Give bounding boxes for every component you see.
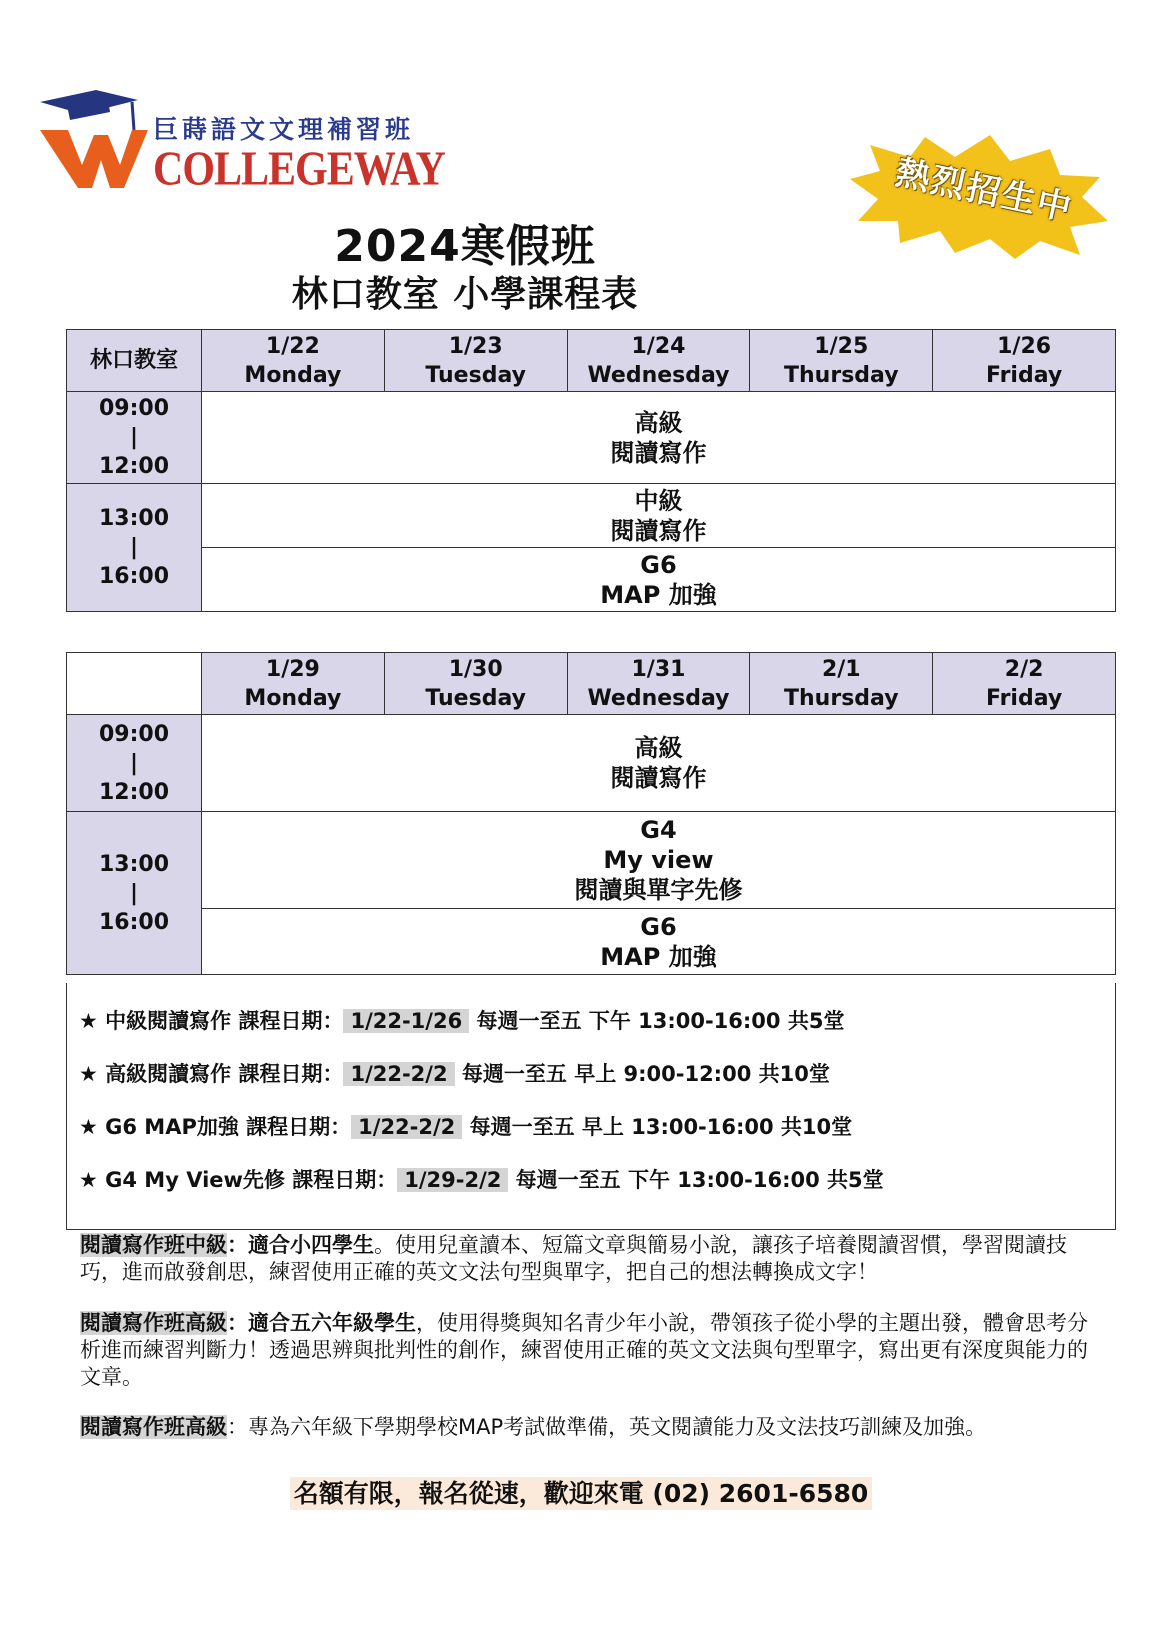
day-header: 1/30 Tuesday — [384, 653, 567, 715]
corner-cell: 林口教室 — [67, 330, 202, 392]
course-date-note: ★ 中級閱讀寫作 課程日期： 1/22-1/26 每週一至五 下午 13:00-16:00 共5堂 — [79, 1009, 845, 1033]
time-slot-morning: 09:00 | 12:00 — [67, 392, 202, 484]
time-slot-afternoon: 13:00 | 16:00 — [67, 812, 202, 975]
graduation-cap-w-icon — [38, 90, 158, 200]
logo-chinese-name: 巨蒔語文文理補習班 — [153, 115, 415, 144]
course-date-note: ★ G6 MAP加強 課程日期： 1/22-2/2 每週一至五 早上 13:00-16:00 共10堂 — [79, 1115, 853, 1139]
day-header: 1/22 Monday — [202, 330, 385, 392]
schedule-week2 — [66, 652, 1116, 975]
page-subtitle: 林口教室 小學課程表 — [291, 274, 639, 315]
time-slot-afternoon: 13:00 | 16:00 — [67, 484, 202, 612]
day-header: 2/2 Friday — [933, 653, 1116, 715]
page-title: 2024寒假班 — [334, 221, 596, 272]
day-header: 1/29 Monday — [202, 653, 385, 715]
collegeway-logo — [38, 90, 445, 200]
day-header: 1/25 Thursday — [750, 330, 933, 392]
day-header: 1/26 Friday — [933, 330, 1116, 392]
contact-footer: 名額有限，報名從速，歡迎來電 (02) 2601-6580 — [0, 1474, 1162, 1510]
day-header: 2/1 Thursday — [750, 653, 933, 715]
course-advanced-reading: 高級 閱讀寫作 — [202, 392, 1116, 484]
day-header: 1/24 Wednesday — [567, 330, 750, 392]
course-description: 閱讀寫作班中級：適合小四學生。使用兒童讀本、短篇文章與簡易小說，讓孩子培養閱讀習慣，學習閱讀技巧，進而啟發創思，練習使用正確的英文文法句型與單字，把自己的想法轉換成文字！ — [80, 1233, 1067, 1284]
day-header: 1/31 Wednesday — [567, 653, 750, 715]
enrollment-badge: 熱烈招生中 — [892, 152, 1077, 230]
course-description: 閱讀寫作班高級：適合五六年級學生，使用得獎與知名青少年小說，帶領孩子從小學的主題出發，體會思考分析進而練習判斷力！透過思辨與批判性的創作，練習使用正確的英文文法與句型單字，寫出更有深度與能力的文章。 — [80, 1311, 1088, 1389]
course-g4-myview: G4 My view 閱讀與單字先修 — [202, 812, 1116, 909]
course-g6-map: G6 MAP 加強 — [202, 548, 1116, 612]
course-intermediate-reading: 中級 閱讀寫作 — [202, 484, 1116, 548]
course-date-note: ★ G4 My View先修 課程日期： 1/29-2/2 每週一至五 下午 13:00-16:00 共5堂 — [79, 1168, 884, 1192]
course-advanced-reading: 高級 閱讀寫作 — [202, 715, 1116, 812]
logo-english-name: COLLEGEWAY — [153, 143, 445, 197]
course-dates-box — [66, 983, 1116, 1230]
course-date-note: ★ 高級閱讀寫作 課程日期： 1/22-2/2 每週一至五 早上 9:00-12:00 共10堂 — [79, 1062, 830, 1086]
day-header: 1/23 Tuesday — [384, 330, 567, 392]
time-slot-morning: 09:00 | 12:00 — [67, 715, 202, 812]
course-g6-map: G6 MAP 加強 — [202, 909, 1116, 975]
corner-cell — [67, 653, 202, 715]
course-description: 閱讀寫作班高級：專為六年級下學期學校MAP考試做準備，英文閱讀能力及文法技巧訓練及加強。 — [80, 1415, 987, 1439]
schedule-week1 — [66, 329, 1116, 612]
